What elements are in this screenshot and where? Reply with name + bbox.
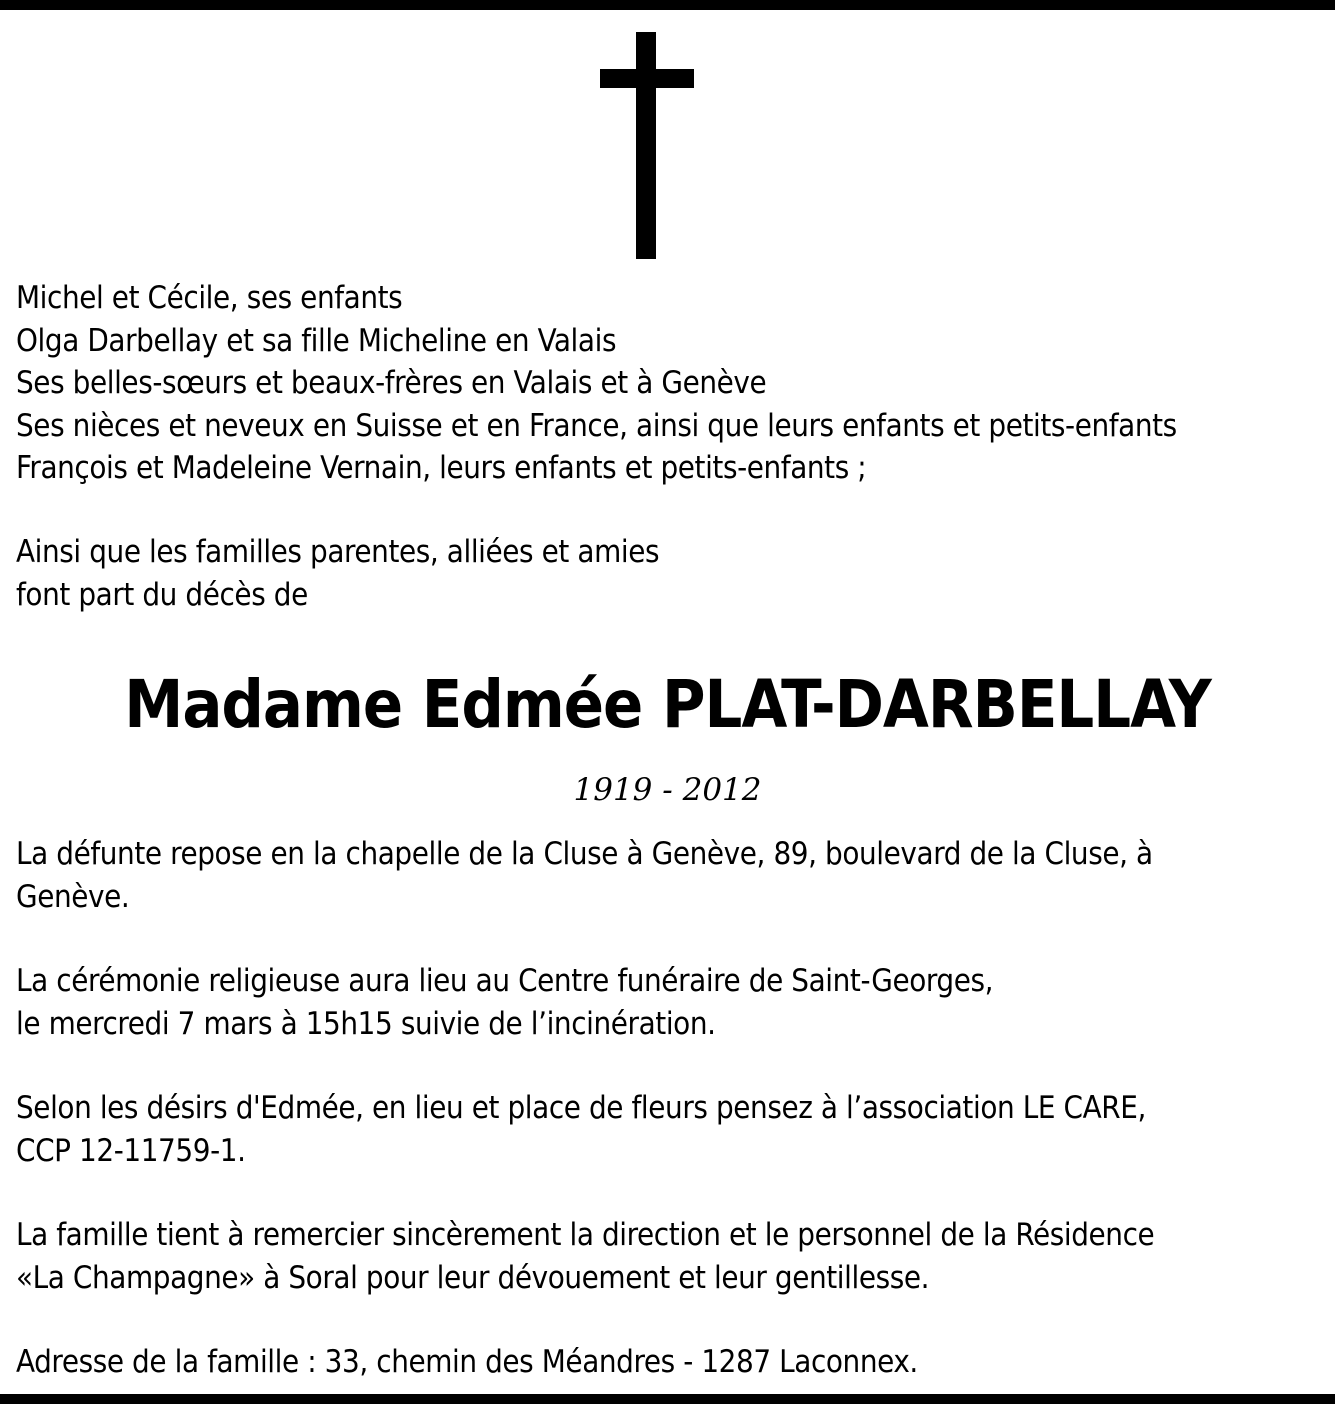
paragraph-line: «La Champagne» à Soral pour leur dévouement et leur gentillesse.: [16, 1259, 930, 1296]
cross-horizontal-bar: [600, 69, 694, 88]
donation-paragraph: [16, 1087, 1146, 1172]
paragraph-line: le mercredi 7 mars à 15h15 suivie de l’incinération.: [16, 1005, 716, 1042]
paragraph-line: Selon les désirs d'Edmée, en lieu et place de fleurs pensez à l’association LE CARE,: [16, 1090, 1146, 1126]
paragraph-line: Genève.: [16, 878, 130, 915]
paragraph-line: La famille tient à remercier sincèrement la direction et le personnel de la Résidence: [16, 1217, 1155, 1253]
family-line: Ses belles-sœurs et beaux-frères en Valais et à Genève: [16, 365, 767, 401]
announcement-line: Ainsi que les familles parentes, alliées et amies: [16, 534, 660, 570]
paragraph-line: CCP 12-11759-1.: [16, 1132, 246, 1169]
bottom-border-rule: [0, 1394, 1335, 1404]
resting-place-paragraph: [16, 833, 1153, 918]
paragraph-line: La défunte repose en la chapelle de la Cluse à Genève, 89, boulevard de la Cluse, à: [16, 836, 1153, 872]
announcement-line: font part du décès de: [16, 576, 308, 613]
top-border-rule: [0, 0, 1335, 10]
family-address-paragraph: [16, 1341, 918, 1384]
family-line: Ses nièces et neveux en Suisse et en France, ainsi que leurs enfants et petits-enfants: [16, 407, 1177, 444]
ceremony-paragraph: [16, 960, 993, 1045]
family-line: Michel et Cécile, ses enfants: [16, 280, 403, 316]
thanks-paragraph: [16, 1214, 1154, 1299]
announcement: [16, 531, 659, 616]
family-list: [16, 277, 1177, 490]
paragraph-line: Adresse de la famille : 33, chemin des Méandres - 1287 Laconnex.: [16, 1344, 918, 1380]
paragraph-line: La cérémonie religieuse aura lieu au Centre funéraire de Saint-Georges,: [16, 963, 994, 999]
family-line: François et Madeleine Vernain, leurs enfants et petits-enfants ;: [16, 450, 867, 486]
life-years: 1919 - 2012: [573, 772, 762, 808]
cross-vertical-bar: [636, 32, 656, 259]
deceased-name: Madame Edmée PLAT-DARBELLAY: [124, 666, 1211, 743]
family-line: Olga Darbellay et sa fille Micheline en Valais: [16, 322, 617, 359]
